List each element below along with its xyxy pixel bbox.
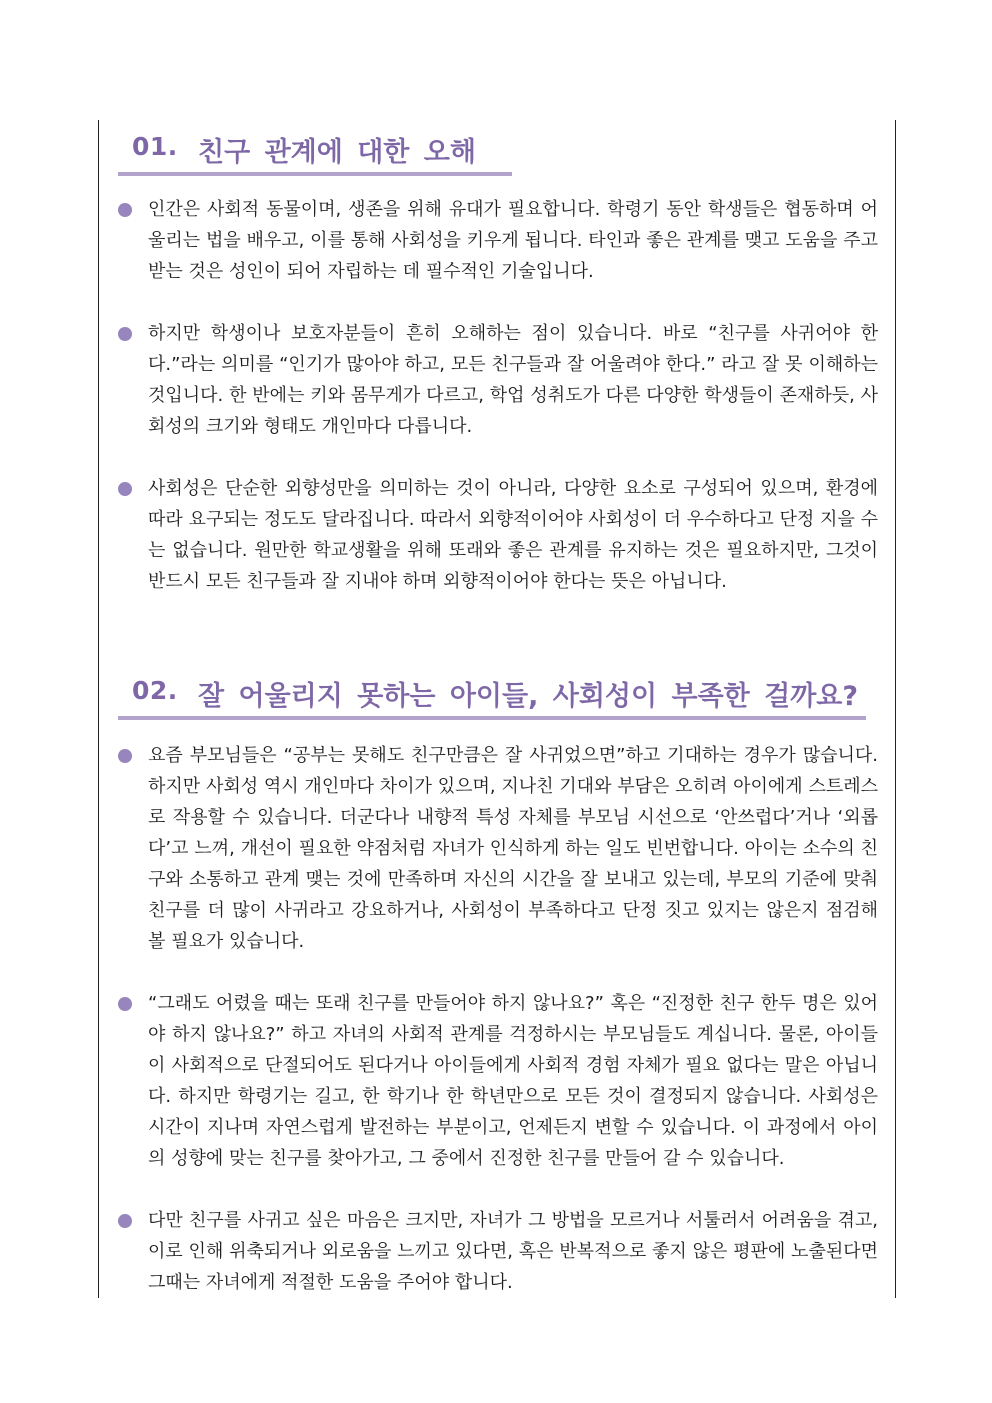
bullet-paragraph xyxy=(118,988,878,1174)
bullet-dot-icon xyxy=(118,327,132,341)
bullet-dot-icon xyxy=(118,203,132,217)
paragraph-text: “그래도 어렸을 때는 또래 친구를 만들어야 하지 않나요?” 혹은 “진정한 친구 한두 명은 있어야 하지 않나요?” 하고 자녀의 사회적 관계를 걱정하시는 부모님들도 계십니다. 물론, 아이들이 사회적으로 단절되어도 된다거나 아이들에게 사회적 경험 자체가 필요 없다는 말은 아닙니다. 하지만 학령기는 길고, 한 학기나 한 학년만으로 모든 것이 결정되지 않습니다. 사회성은 시간이 지나며 자연스럽게 발전하는 부분이고, 언제든지 변할 수 있습니다. 이 과정에서 아이의 성향에 맞는 친구를 찾아가고, 그 중에서 진정한 친구를 만들어 갈 수 있습니다. xyxy=(148,993,878,1169)
section-misconceptions xyxy=(118,128,878,597)
section-heading xyxy=(118,672,878,722)
bullet-paragraph xyxy=(118,1205,878,1298)
paragraph-text: 하지만 학생이나 보호자분들이 흔히 오해하는 점이 있습니다. 바로 “친구를 사귀어야 한다.”라는 의미를 “인기가 많아야 하고, 모든 친구들과 잘 어울려야 한다.” 라고 잘 못 이해하는 것입니다. 한 반에는 키와 몸무게가 다르고, 학업 성취도가 다른 다양한 학생들이 존재하듯, 사회성의 크기와 형태도 개인마다 다릅니다. xyxy=(148,323,878,437)
heading-underline xyxy=(118,172,512,176)
bullet-dot-icon xyxy=(118,1214,132,1228)
section-sociability xyxy=(118,672,878,1298)
bullet-paragraph xyxy=(118,318,878,442)
paragraph-text: 다만 친구를 사귀고 싶은 마음은 크지만, 자녀가 그 방법을 모르거나 서툴러서 어려움을 겪고, 이로 인해 위축되거나 외로움을 느끼고 있다면, 혹은 반복적으로 좋지 않은 평판에 노출된다면 그때는 자녀에게 적절한 도움을 주어야 합니다. xyxy=(148,1210,878,1293)
paragraph-text: 사회성은 단순한 외향성만을 의미하는 것이 아니라, 다양한 요소로 구성되어 있으며, 환경에 따라 요구되는 정도도 달라집니다. 따라서 외향적이어야 사회성이 더 우수하다고 단정 지을 수는 없습니다. 원만한 학교생활을 위해 또래와 좋은 관계를 유지하는 것은 필요하지만, 그것이 반드시 모든 친구들과 잘 지내야 하며 외향적이어야 한다는 뜻은 아닙니다. xyxy=(148,478,878,592)
bullet-paragraph xyxy=(118,740,878,957)
section-number: 02. xyxy=(132,676,178,705)
bullet-dot-icon xyxy=(118,482,132,496)
heading-underline xyxy=(118,716,866,720)
paragraph-text: 인간은 사회적 동물이며, 생존을 위해 유대가 필요합니다. 학령기 동안 학생들은 협동하며 어울리는 법을 배우고, 이를 통해 사회성을 키우게 됩니다. 타인과 좋은 관계를 맺고 도움을 주고받는 것은 성인이 되어 자립하는 데 필수적인 기술입니다. xyxy=(148,199,878,282)
bullet-dot-icon xyxy=(118,749,132,763)
section-number: 01. xyxy=(132,132,178,161)
paragraph-text: 요즘 부모님들은 “공부는 못해도 친구만큼은 잘 사귀었으면”하고 기대하는 경우가 많습니다. 하지만 사회성 역시 개인마다 차이가 있으며, 지나친 기대와 부담은 오히려 아이에게 스트레스로 작용할 수 있습니다. 더군다나 내향적 특성 자체를 부모님 시선으로 ‘안쓰럽다’거나 ‘외롭다’고 느껴, 개선이 필요한 약점처럼 자녀가 인식하게 하는 일도 빈번합니다. 아이는 소수의 친구와 소통하고 관계 맺는 것에 만족하며 자신의 시간을 잘 보내고 있는데, 부모의 기준에 맞춰 친구를 더 많이 사귀라고 강요하거나, 사회성이 부족하다고 단정 짓고 있지는 않은지 점검해 볼 필요가 있습니다. xyxy=(148,745,878,952)
bullet-dot-icon xyxy=(118,997,132,1011)
bullet-paragraph xyxy=(118,194,878,287)
section-title: 잘 어울리지 못하는 아이들, 사회성이 부족한 걸까요? xyxy=(198,681,859,712)
page-frame-left-line xyxy=(98,120,99,1298)
section-heading xyxy=(118,128,878,178)
bullet-paragraph xyxy=(118,473,878,597)
page-frame-right-line xyxy=(895,120,896,1298)
section-title: 친구 관계에 대한 오해 xyxy=(198,137,476,168)
